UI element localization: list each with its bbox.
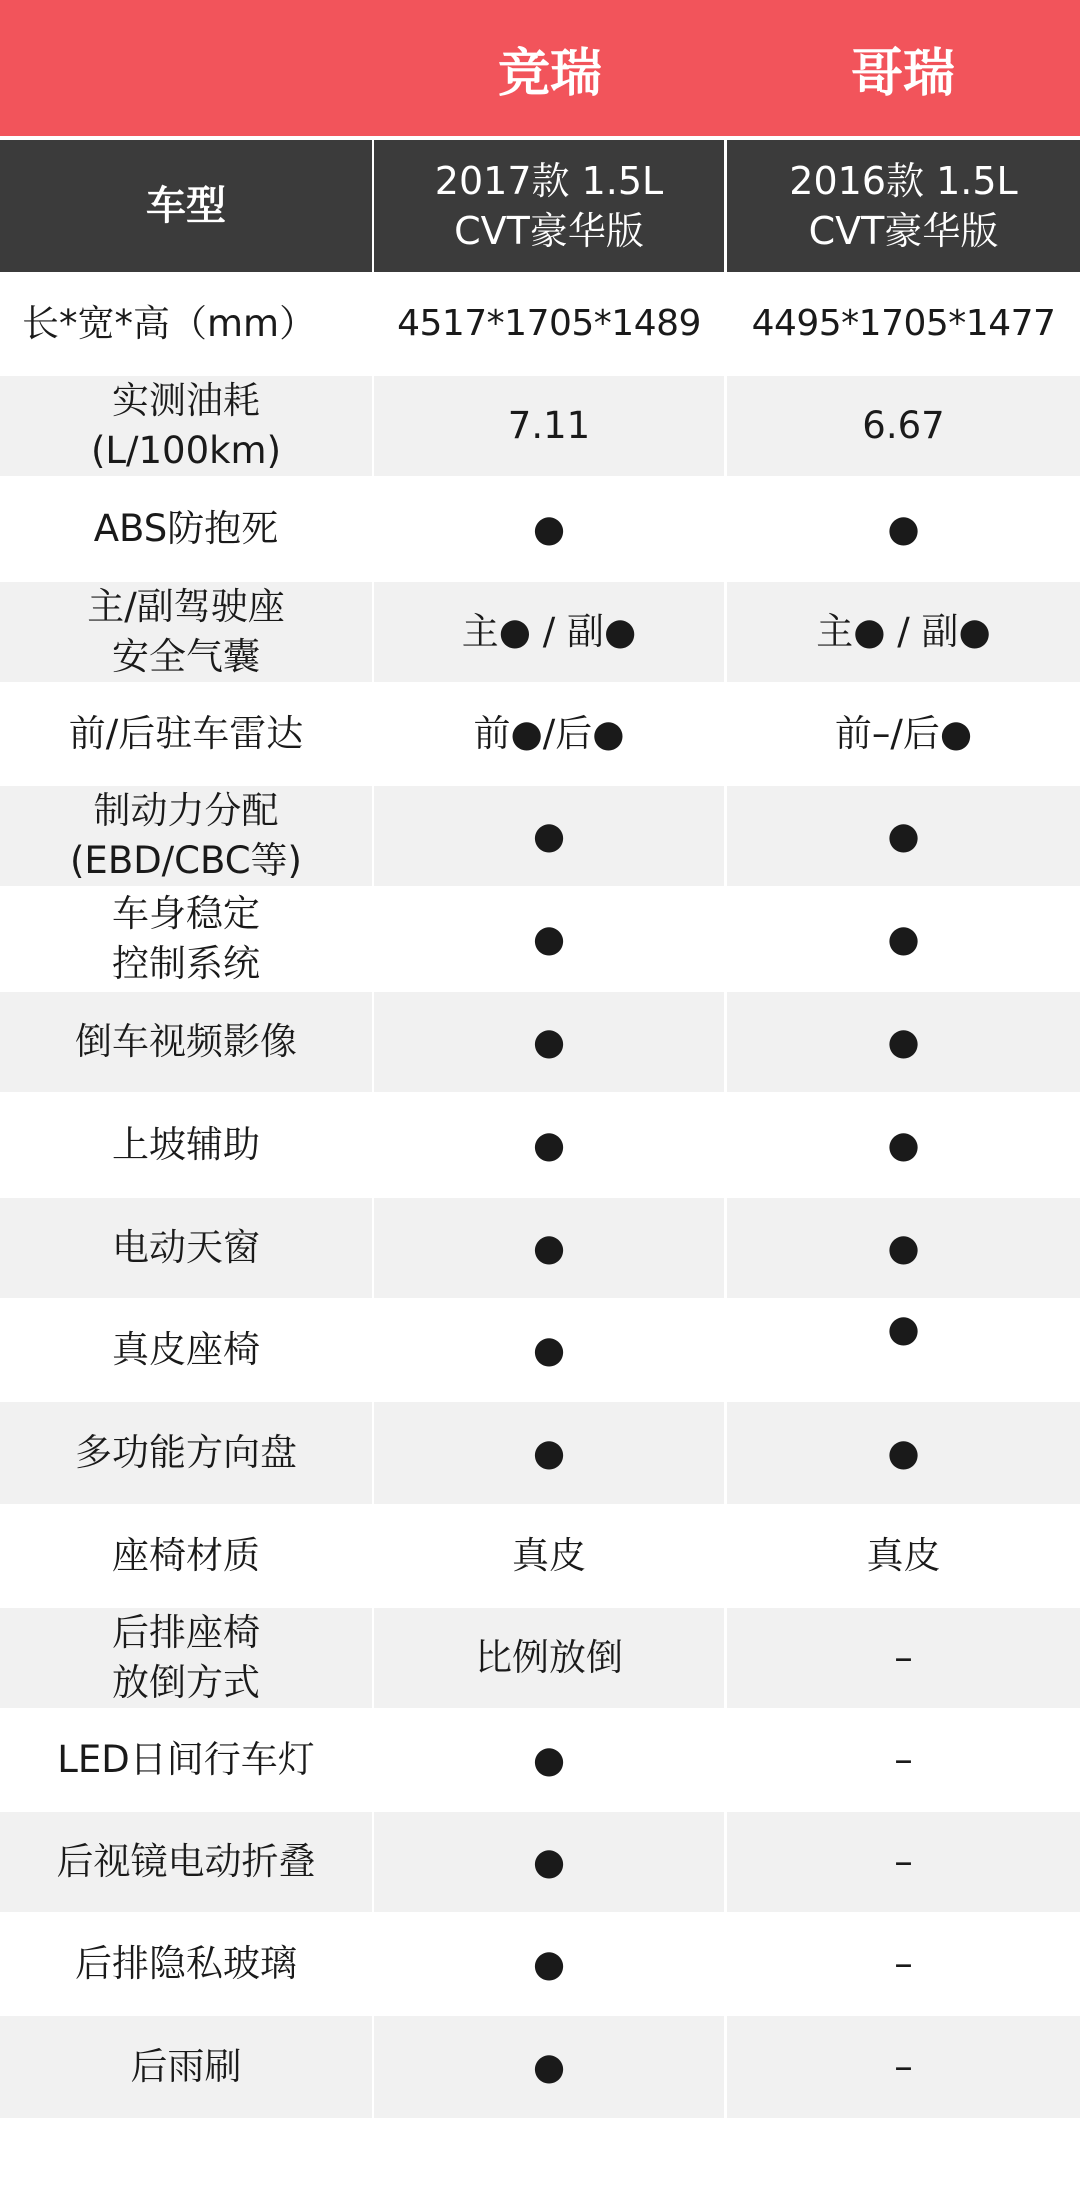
brand-b-title: 哥瑞 xyxy=(850,43,955,104)
model-label: 车型 xyxy=(0,140,372,272)
spec-row-value-b: 6.67 xyxy=(727,376,1080,476)
spec-row-value-b: 真皮 xyxy=(727,1506,1080,1606)
row-label-line: 后排座椅 xyxy=(112,1611,260,1654)
spec-row-value-a: 真皮 xyxy=(374,1506,724,1606)
spec-row-value-a: ● xyxy=(374,992,724,1092)
spec-row-label xyxy=(0,888,372,990)
row-label-line: 控制系统 xyxy=(112,942,260,985)
spec-row-value-a: 7.11 xyxy=(374,376,724,476)
model-b-line-2: CVT豪华版 xyxy=(808,209,999,253)
spec-row-value-b: ● xyxy=(727,786,1080,886)
spec-row-label xyxy=(0,582,372,682)
spec-row-value-a: ● xyxy=(374,1402,724,1504)
spec-row-value-b: 4495*1705*1477 xyxy=(727,274,1080,374)
spec-row-value-a: 前●/后● xyxy=(374,684,724,784)
spec-row-value-b: ● xyxy=(727,888,1080,990)
row-label-line: 真皮座椅 xyxy=(112,1328,260,1371)
spec-row-value-b: 主● / 副● xyxy=(727,582,1080,682)
row-label-line: 制动力分配 xyxy=(93,789,279,832)
spec-row xyxy=(0,888,1080,990)
spec-row-label xyxy=(0,992,372,1092)
row-label-line: 前/后驻车雷达 xyxy=(68,712,304,755)
spec-row-value-b: ● xyxy=(727,478,1080,580)
spec-row xyxy=(0,786,1080,886)
spec-row-label xyxy=(0,1710,372,1810)
spec-row-value-b: ● xyxy=(727,992,1080,1092)
spec-row-label xyxy=(0,1094,372,1196)
row-label-line: 倒车视频影像 xyxy=(75,1020,297,1063)
spec-row xyxy=(0,1300,1080,1400)
spec-row-value-b: ● xyxy=(727,1198,1080,1298)
spec-row-label xyxy=(0,1914,372,2014)
spec-row-label xyxy=(0,2016,372,2118)
spec-row-label xyxy=(0,1812,372,1912)
spec-row-label xyxy=(0,1506,372,1606)
spec-row-value-a: ● xyxy=(374,786,724,886)
spec-row-value-b: – xyxy=(727,1710,1080,1810)
spec-row-label xyxy=(0,786,372,886)
brand-a-title: 竞瑞 xyxy=(497,43,602,104)
spec-row-value-a: 4517*1705*1489 xyxy=(374,274,724,374)
spec-row-value-b: ● xyxy=(727,1402,1080,1504)
row-label-line: 放倒方式 xyxy=(112,1661,260,1704)
spec-row-value-a: ● xyxy=(374,478,724,580)
spec-row-value-b: – xyxy=(727,1608,1080,1708)
spec-row xyxy=(0,274,1080,374)
spec-row xyxy=(0,1094,1080,1196)
spec-row xyxy=(0,2016,1080,2118)
spec-row-label xyxy=(0,478,372,580)
spec-row-value-a: ● xyxy=(374,1300,724,1400)
spec-row xyxy=(0,1914,1080,2014)
spec-row xyxy=(0,992,1080,1092)
spec-row-label xyxy=(0,1300,372,1400)
spec-row xyxy=(0,684,1080,784)
row-label-line: 主/副驾驶座 xyxy=(87,585,285,628)
spec-row-value-a: 比例放倒 xyxy=(374,1608,724,1708)
row-label-line: (EBD/CBC等) xyxy=(70,839,302,882)
spec-row-label xyxy=(0,274,372,374)
model-b-line-1: 2016款 1.5L xyxy=(789,159,1018,203)
spec-row xyxy=(0,1710,1080,1810)
row-label-line: 电动天窗 xyxy=(112,1226,260,1269)
spec-row-value-a: ● xyxy=(374,1094,724,1196)
spec-row-value-b: 前–/后● xyxy=(727,684,1080,784)
spec-row xyxy=(0,582,1080,682)
row-label-line: 多功能方向盘 xyxy=(75,1431,297,1474)
spec-row-value-b: ● xyxy=(727,1300,1080,1400)
row-label-line: 后雨刷 xyxy=(130,2045,242,2088)
spec-row xyxy=(0,1198,1080,1298)
spec-row-value-a: ● xyxy=(374,888,724,990)
spec-row-value-a: ● xyxy=(374,1812,724,1912)
row-label-line: 车身稳定 xyxy=(112,892,260,935)
spec-row xyxy=(0,376,1080,476)
spec-row xyxy=(0,1506,1080,1606)
brand-header xyxy=(0,0,1080,136)
row-label-line: 长*宽*高（mm） xyxy=(22,302,317,345)
spec-row-value-a: 主● / 副● xyxy=(374,582,724,682)
model-a-line-2: CVT豪华版 xyxy=(454,209,644,253)
spec-row xyxy=(0,1402,1080,1504)
model-b xyxy=(727,140,1080,272)
row-label-line: 后排隐私玻璃 xyxy=(75,1942,297,1985)
spec-row-label xyxy=(0,1198,372,1298)
spec-row-value-a: ● xyxy=(374,1710,724,1810)
model-row xyxy=(0,140,1080,272)
spec-row-value-b: ● xyxy=(727,1094,1080,1196)
row-label-line: 座椅材质 xyxy=(112,1534,260,1577)
spec-row-value-b: – xyxy=(727,1914,1080,2014)
row-label-line: LED日间行车灯 xyxy=(57,1738,315,1781)
row-label-line: 后视镜电动折叠 xyxy=(56,1840,316,1883)
row-label-line: 上坡辅助 xyxy=(112,1123,260,1166)
row-label-line: 安全气囊 xyxy=(112,635,260,678)
spec-row-value-b: – xyxy=(727,2016,1080,2118)
spec-row-value-a: ● xyxy=(374,1914,724,2014)
spec-row-label xyxy=(0,376,372,476)
row-label-line: (L/100km) xyxy=(90,429,282,472)
spec-row-value-a: ● xyxy=(374,2016,724,2118)
spec-row-value-b: – xyxy=(727,1812,1080,1912)
spec-row-label xyxy=(0,684,372,784)
model-a-line-1: 2017款 1.5L xyxy=(434,159,664,203)
spec-row xyxy=(0,1608,1080,1708)
spec-row xyxy=(0,478,1080,580)
row-label-line: ABS防抱死 xyxy=(93,507,279,550)
row-label-line: 实测油耗 xyxy=(111,379,260,422)
spec-row-label xyxy=(0,1402,372,1504)
spec-row xyxy=(0,1812,1080,1912)
spec-row-label xyxy=(0,1608,372,1708)
model-a xyxy=(374,140,724,272)
spec-row-value-a: ● xyxy=(374,1198,724,1298)
